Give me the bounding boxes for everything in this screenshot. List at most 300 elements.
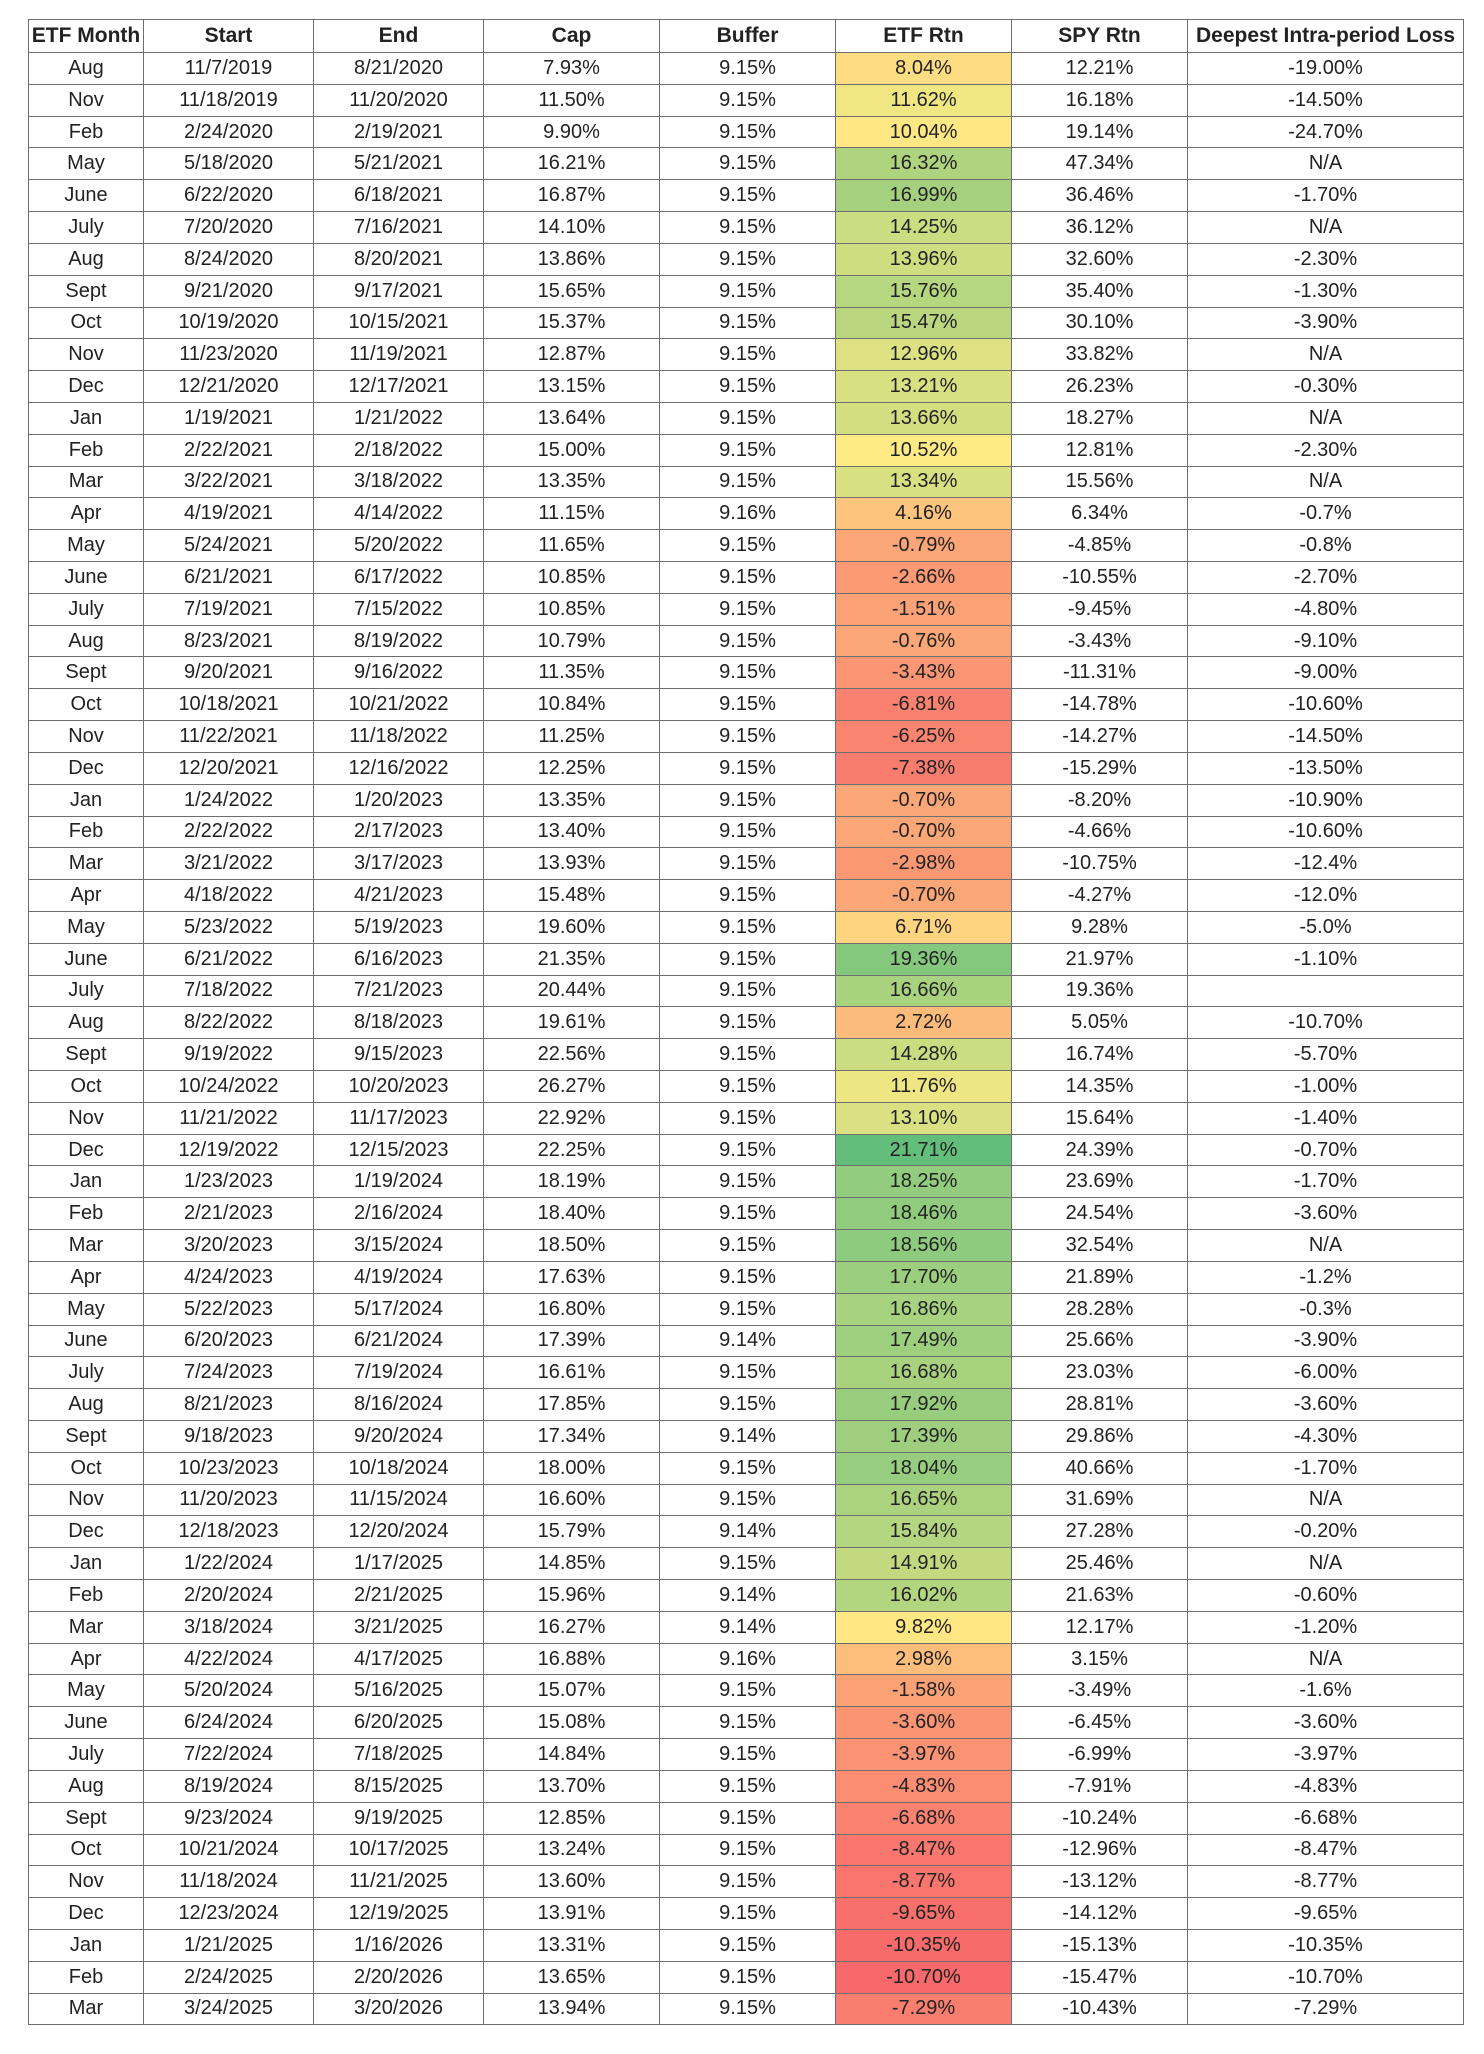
cell-etf-month: May (29, 148, 144, 180)
cell-etf-month: June (29, 562, 144, 594)
cell-end-date: 3/21/2025 (314, 1611, 484, 1643)
cell-etf-rtn: 10.04% (836, 116, 1012, 148)
cell-buffer: 9.15% (660, 1675, 836, 1707)
cell-end-date: 8/16/2024 (314, 1389, 484, 1421)
table-row (29, 1452, 1464, 1484)
cell-etf-month: July (29, 1357, 144, 1389)
cell-spy-rtn: -7.91% (1012, 1770, 1188, 1802)
cell-deepest-loss: -3.97% (1188, 1739, 1464, 1771)
cell-cap: 15.37% (484, 307, 660, 339)
cell-etf-rtn: -9.65% (836, 1898, 1012, 1930)
cell-etf-rtn: 14.91% (836, 1548, 1012, 1580)
cell-cap: 7.93% (484, 53, 660, 85)
cell-buffer: 9.15% (660, 1039, 836, 1071)
cell-etf-rtn: 11.76% (836, 1071, 1012, 1103)
cell-deepest-loss: -6.68% (1188, 1802, 1464, 1834)
cell-end-date: 7/16/2021 (314, 212, 484, 244)
cell-deepest-loss: -10.70% (1188, 1961, 1464, 1993)
cell-cap: 16.21% (484, 148, 660, 180)
cell-etf-rtn: 13.34% (836, 466, 1012, 498)
cell-end-date: 3/17/2023 (314, 848, 484, 880)
cell-start-date: 7/24/2023 (144, 1357, 314, 1389)
cell-start-date: 12/23/2024 (144, 1898, 314, 1930)
table-row (29, 1166, 1464, 1198)
cell-etf-rtn: 13.96% (836, 243, 1012, 275)
cell-start-date: 9/19/2022 (144, 1039, 314, 1071)
cell-start-date: 7/18/2022 (144, 975, 314, 1007)
cell-etf-month: July (29, 1739, 144, 1771)
cell-spy-rtn: 36.12% (1012, 212, 1188, 244)
cell-end-date: 10/17/2025 (314, 1834, 484, 1866)
cell-etf-month: Feb (29, 434, 144, 466)
cell-cap: 11.50% (484, 84, 660, 116)
cell-etf-month: Jan (29, 784, 144, 816)
cell-deepest-loss: -8.77% (1188, 1866, 1464, 1898)
cell-etf-rtn: -2.98% (836, 848, 1012, 880)
cell-cap: 13.15% (484, 371, 660, 403)
cell-buffer: 9.15% (660, 943, 836, 975)
cell-buffer: 9.15% (660, 880, 836, 912)
table-row (29, 625, 1464, 657)
cell-buffer: 9.15% (660, 1134, 836, 1166)
cell-buffer: 9.15% (660, 1834, 836, 1866)
cell-end-date: 4/19/2024 (314, 1261, 484, 1293)
cell-deepest-loss: N/A (1188, 339, 1464, 371)
cell-deepest-loss: N/A (1188, 1484, 1464, 1516)
table-row (29, 1707, 1464, 1739)
cell-cap: 11.25% (484, 721, 660, 753)
cell-end-date: 5/21/2021 (314, 148, 484, 180)
cell-deepest-loss: -10.35% (1188, 1929, 1464, 1961)
cell-etf-rtn: 16.86% (836, 1293, 1012, 1325)
cell-end-date: 12/15/2023 (314, 1134, 484, 1166)
cell-buffer: 9.15% (660, 1007, 836, 1039)
cell-etf-month: Sept (29, 1039, 144, 1071)
cell-end-date: 11/19/2021 (314, 339, 484, 371)
cell-cap: 15.65% (484, 275, 660, 307)
cell-end-date: 2/21/2025 (314, 1580, 484, 1612)
cell-cap: 15.07% (484, 1675, 660, 1707)
cell-etf-month: Feb (29, 1198, 144, 1230)
cell-spy-rtn: 24.39% (1012, 1134, 1188, 1166)
cell-buffer: 9.15% (660, 1389, 836, 1421)
cell-buffer: 9.15% (660, 1198, 836, 1230)
table-row (29, 402, 1464, 434)
cell-end-date: 6/18/2021 (314, 180, 484, 212)
cell-end-date: 8/18/2023 (314, 1007, 484, 1039)
cell-end-date: 12/20/2024 (314, 1516, 484, 1548)
cell-spy-rtn: 24.54% (1012, 1198, 1188, 1230)
cell-deepest-loss: -0.3% (1188, 1293, 1464, 1325)
cell-end-date: 12/17/2021 (314, 371, 484, 403)
cell-etf-month: Oct (29, 1071, 144, 1103)
cell-buffer: 9.15% (660, 434, 836, 466)
cell-start-date: 12/19/2022 (144, 1134, 314, 1166)
cell-end-date: 12/16/2022 (314, 752, 484, 784)
table-row (29, 752, 1464, 784)
cell-end-date: 7/19/2024 (314, 1357, 484, 1389)
cell-cap: 16.60% (484, 1484, 660, 1516)
cell-buffer: 9.14% (660, 1611, 836, 1643)
cell-buffer: 9.15% (660, 1484, 836, 1516)
cell-cap: 13.60% (484, 1866, 660, 1898)
cell-etf-rtn: 13.10% (836, 1102, 1012, 1134)
table-row (29, 1611, 1464, 1643)
cell-etf-rtn: -8.77% (836, 1866, 1012, 1898)
cell-start-date: 9/21/2020 (144, 275, 314, 307)
cell-cap: 16.27% (484, 1611, 660, 1643)
cell-start-date: 11/21/2022 (144, 1102, 314, 1134)
cell-deepest-loss: -19.00% (1188, 53, 1464, 85)
cell-etf-rtn: 17.39% (836, 1420, 1012, 1452)
cell-start-date: 1/19/2021 (144, 402, 314, 434)
cell-etf-month: Sept (29, 1420, 144, 1452)
cell-etf-rtn: -7.38% (836, 752, 1012, 784)
cell-etf-month: Dec (29, 1134, 144, 1166)
cell-end-date: 11/21/2025 (314, 1866, 484, 1898)
cell-buffer: 9.15% (660, 1898, 836, 1930)
cell-deepest-loss: -5.70% (1188, 1039, 1464, 1071)
cell-buffer: 9.15% (660, 1166, 836, 1198)
cell-etf-month: Nov (29, 339, 144, 371)
cell-end-date: 1/19/2024 (314, 1166, 484, 1198)
cell-etf-month: Sept (29, 275, 144, 307)
cell-etf-month: Mar (29, 1230, 144, 1262)
table-row (29, 1643, 1464, 1675)
cell-start-date: 1/24/2022 (144, 784, 314, 816)
cell-start-date: 10/23/2023 (144, 1452, 314, 1484)
cell-buffer: 9.15% (660, 911, 836, 943)
cell-start-date: 6/24/2024 (144, 1707, 314, 1739)
table-row (29, 784, 1464, 816)
cell-buffer: 9.15% (660, 307, 836, 339)
cell-etf-rtn: -10.70% (836, 1961, 1012, 1993)
cell-etf-rtn: -3.60% (836, 1707, 1012, 1739)
cell-deepest-loss: -10.60% (1188, 689, 1464, 721)
cell-etf-month: Feb (29, 1580, 144, 1612)
cell-buffer: 9.15% (660, 275, 836, 307)
cell-spy-rtn: -15.29% (1012, 752, 1188, 784)
cell-etf-month: June (29, 1325, 144, 1357)
cell-buffer: 9.15% (660, 625, 836, 657)
cell-cap: 21.35% (484, 943, 660, 975)
cell-etf-rtn: -6.81% (836, 689, 1012, 721)
table-row (29, 84, 1464, 116)
cell-buffer: 9.15% (660, 1071, 836, 1103)
cell-cap: 16.61% (484, 1357, 660, 1389)
cell-spy-rtn: -15.47% (1012, 1961, 1188, 1993)
cell-start-date: 2/24/2025 (144, 1961, 314, 1993)
header-end-date: End (314, 20, 484, 53)
cell-etf-month: Oct (29, 1834, 144, 1866)
cell-etf-month: Aug (29, 1770, 144, 1802)
cell-etf-month: Nov (29, 1866, 144, 1898)
cell-end-date: 6/16/2023 (314, 943, 484, 975)
cell-buffer: 9.15% (660, 1866, 836, 1898)
table-row (29, 1770, 1464, 1802)
cell-etf-month: Nov (29, 1484, 144, 1516)
table-row (29, 1357, 1464, 1389)
cell-start-date: 1/22/2024 (144, 1548, 314, 1580)
cell-etf-rtn: -1.51% (836, 593, 1012, 625)
cell-start-date: 3/24/2025 (144, 1993, 314, 2025)
cell-buffer: 9.15% (660, 84, 836, 116)
cell-start-date: 7/20/2020 (144, 212, 314, 244)
cell-etf-month: Nov (29, 1102, 144, 1134)
cell-cap: 16.88% (484, 1643, 660, 1675)
cell-start-date: 11/23/2020 (144, 339, 314, 371)
cell-buffer: 9.15% (660, 339, 836, 371)
cell-cap: 13.24% (484, 1834, 660, 1866)
cell-etf-rtn: 18.46% (836, 1198, 1012, 1230)
cell-deepest-loss: N/A (1188, 148, 1464, 180)
cell-deepest-loss: -14.50% (1188, 721, 1464, 753)
cell-buffer: 9.15% (660, 1802, 836, 1834)
cell-etf-rtn: 14.28% (836, 1039, 1012, 1071)
table-row (29, 148, 1464, 180)
cell-end-date: 8/19/2022 (314, 625, 484, 657)
cell-etf-rtn: 12.96% (836, 339, 1012, 371)
cell-buffer: 9.15% (660, 784, 836, 816)
cell-spy-rtn: 3.15% (1012, 1643, 1188, 1675)
cell-etf-rtn: 16.99% (836, 180, 1012, 212)
cell-start-date: 2/24/2020 (144, 116, 314, 148)
table-row (29, 975, 1464, 1007)
cell-etf-month: Dec (29, 1516, 144, 1548)
cell-etf-rtn: 6.71% (836, 911, 1012, 943)
cell-buffer: 9.15% (660, 180, 836, 212)
cell-etf-rtn: -0.79% (836, 530, 1012, 562)
cell-start-date: 4/18/2022 (144, 880, 314, 912)
cell-cap: 13.93% (484, 848, 660, 880)
cell-spy-rtn: -6.45% (1012, 1707, 1188, 1739)
cell-cap: 13.35% (484, 466, 660, 498)
table-row (29, 1866, 1464, 1898)
cell-start-date: 11/22/2021 (144, 721, 314, 753)
cell-etf-rtn: -1.58% (836, 1675, 1012, 1707)
cell-buffer: 9.15% (660, 1770, 836, 1802)
cell-buffer: 9.15% (660, 562, 836, 594)
cell-etf-rtn: 21.71% (836, 1134, 1012, 1166)
table-row (29, 1230, 1464, 1262)
cell-deepest-loss: -10.60% (1188, 816, 1464, 848)
cell-start-date: 11/18/2019 (144, 84, 314, 116)
cell-deepest-loss: -2.70% (1188, 562, 1464, 594)
cell-cap: 26.27% (484, 1071, 660, 1103)
cell-etf-rtn: 16.02% (836, 1580, 1012, 1612)
cell-cap: 15.48% (484, 880, 660, 912)
cell-deepest-loss: -1.10% (1188, 943, 1464, 975)
cell-deepest-loss: -0.8% (1188, 530, 1464, 562)
header-etf-month: ETF Month (29, 20, 144, 53)
table-row (29, 1516, 1464, 1548)
cell-cap: 13.94% (484, 1993, 660, 2025)
cell-etf-month: Feb (29, 116, 144, 148)
cell-cap: 9.90% (484, 116, 660, 148)
cell-buffer: 9.15% (660, 1261, 836, 1293)
cell-etf-month: June (29, 943, 144, 975)
table-row (29, 371, 1464, 403)
header-etf-rtn: ETF Rtn (836, 20, 1012, 53)
cell-spy-rtn: 30.10% (1012, 307, 1188, 339)
cell-buffer: 9.15% (660, 721, 836, 753)
cell-cap: 19.61% (484, 1007, 660, 1039)
cell-end-date: 2/18/2022 (314, 434, 484, 466)
cell-end-date: 4/21/2023 (314, 880, 484, 912)
cell-start-date: 6/21/2022 (144, 943, 314, 975)
cell-spy-rtn: -10.24% (1012, 1802, 1188, 1834)
cell-end-date: 9/16/2022 (314, 657, 484, 689)
cell-buffer: 9.15% (660, 1961, 836, 1993)
cell-deepest-loss: -9.00% (1188, 657, 1464, 689)
cell-deepest-loss: -4.80% (1188, 593, 1464, 625)
cell-start-date: 8/21/2023 (144, 1389, 314, 1421)
cell-cap: 12.85% (484, 1802, 660, 1834)
cell-start-date: 2/22/2022 (144, 816, 314, 848)
cell-buffer: 9.15% (660, 1357, 836, 1389)
cell-deepest-loss: -3.60% (1188, 1198, 1464, 1230)
cell-start-date: 9/23/2024 (144, 1802, 314, 1834)
cell-cap: 15.79% (484, 1516, 660, 1548)
cell-buffer: 9.14% (660, 1516, 836, 1548)
table-row (29, 689, 1464, 721)
cell-deepest-loss: N/A (1188, 1230, 1464, 1262)
cell-start-date: 12/20/2021 (144, 752, 314, 784)
cell-etf-rtn: 16.68% (836, 1357, 1012, 1389)
cell-buffer: 9.16% (660, 1643, 836, 1675)
cell-etf-rtn: 15.47% (836, 307, 1012, 339)
cell-etf-month: Aug (29, 53, 144, 85)
table-row (29, 1134, 1464, 1166)
cell-spy-rtn: 27.28% (1012, 1516, 1188, 1548)
table-row (29, 657, 1464, 689)
cell-etf-month: June (29, 180, 144, 212)
cell-spy-rtn: 16.18% (1012, 84, 1188, 116)
cell-deepest-loss: N/A (1188, 402, 1464, 434)
cell-spy-rtn: 15.64% (1012, 1102, 1188, 1134)
cell-spy-rtn: 12.17% (1012, 1611, 1188, 1643)
cell-etf-month: Feb (29, 1961, 144, 1993)
cell-spy-rtn: -4.27% (1012, 880, 1188, 912)
cell-start-date: 5/24/2021 (144, 530, 314, 562)
cell-spy-rtn: -4.66% (1012, 816, 1188, 848)
cell-etf-rtn: -2.66% (836, 562, 1012, 594)
cell-start-date: 6/20/2023 (144, 1325, 314, 1357)
cell-deepest-loss: -0.20% (1188, 1516, 1464, 1548)
cell-cap: 10.79% (484, 625, 660, 657)
cell-start-date: 3/18/2024 (144, 1611, 314, 1643)
cell-spy-rtn: -4.85% (1012, 530, 1188, 562)
table-row (29, 1325, 1464, 1357)
cell-start-date: 7/22/2024 (144, 1739, 314, 1771)
cell-end-date: 6/21/2024 (314, 1325, 484, 1357)
cell-cap: 20.44% (484, 975, 660, 1007)
cell-buffer: 9.15% (660, 975, 836, 1007)
cell-spy-rtn: -8.20% (1012, 784, 1188, 816)
cell-buffer: 9.15% (660, 657, 836, 689)
cell-spy-rtn: -3.43% (1012, 625, 1188, 657)
cell-cap: 15.96% (484, 1580, 660, 1612)
cell-start-date: 9/18/2023 (144, 1420, 314, 1452)
cell-etf-month: Mar (29, 466, 144, 498)
cell-cap: 10.85% (484, 562, 660, 594)
cell-spy-rtn: -10.55% (1012, 562, 1188, 594)
cell-spy-rtn: 18.27% (1012, 402, 1188, 434)
cell-deepest-loss: -9.65% (1188, 1898, 1464, 1930)
cell-start-date: 5/20/2024 (144, 1675, 314, 1707)
table-row (29, 1420, 1464, 1452)
cell-spy-rtn: 12.81% (1012, 434, 1188, 466)
cell-buffer: 9.15% (660, 371, 836, 403)
cell-etf-rtn: 2.98% (836, 1643, 1012, 1675)
cell-spy-rtn: 5.05% (1012, 1007, 1188, 1039)
cell-start-date: 6/22/2020 (144, 180, 314, 212)
cell-start-date: 8/23/2021 (144, 625, 314, 657)
cell-etf-month: Dec (29, 752, 144, 784)
cell-etf-month: Sept (29, 1802, 144, 1834)
cell-etf-rtn: 11.62% (836, 84, 1012, 116)
cell-spy-rtn: 25.66% (1012, 1325, 1188, 1357)
cell-deepest-loss: N/A (1188, 1548, 1464, 1580)
cell-etf-rtn: 2.72% (836, 1007, 1012, 1039)
cell-start-date: 11/7/2019 (144, 53, 314, 85)
cell-deepest-loss: -0.70% (1188, 1134, 1464, 1166)
cell-deepest-loss: -1.6% (1188, 1675, 1464, 1707)
cell-buffer: 9.15% (660, 752, 836, 784)
cell-end-date: 5/19/2023 (314, 911, 484, 943)
cell-etf-month: Apr (29, 498, 144, 530)
cell-etf-month: Nov (29, 84, 144, 116)
cell-spy-rtn: 19.36% (1012, 975, 1188, 1007)
cell-start-date: 5/18/2020 (144, 148, 314, 180)
cell-spy-rtn: 28.81% (1012, 1389, 1188, 1421)
cell-deepest-loss: -13.50% (1188, 752, 1464, 784)
table-row (29, 116, 1464, 148)
cell-end-date: 9/15/2023 (314, 1039, 484, 1071)
cell-start-date: 10/18/2021 (144, 689, 314, 721)
cell-etf-month: Aug (29, 625, 144, 657)
cell-end-date: 8/15/2025 (314, 1770, 484, 1802)
table-row (29, 1834, 1464, 1866)
cell-end-date: 3/20/2026 (314, 1993, 484, 2025)
cell-deepest-loss: -3.60% (1188, 1707, 1464, 1739)
cell-end-date: 11/17/2023 (314, 1102, 484, 1134)
cell-end-date: 10/20/2023 (314, 1071, 484, 1103)
table-row (29, 1802, 1464, 1834)
cell-deepest-loss: -14.50% (1188, 84, 1464, 116)
cell-spy-rtn: -10.75% (1012, 848, 1188, 880)
cell-deepest-loss: -12.4% (1188, 848, 1464, 880)
cell-deepest-loss: -1.00% (1188, 1071, 1464, 1103)
cell-deepest-loss: N/A (1188, 212, 1464, 244)
cell-cap: 10.84% (484, 689, 660, 721)
cell-cap: 18.40% (484, 1198, 660, 1230)
cell-spy-rtn: 19.14% (1012, 116, 1188, 148)
table-row (29, 339, 1464, 371)
cell-spy-rtn: 36.46% (1012, 180, 1188, 212)
cell-deepest-loss: -10.70% (1188, 1007, 1464, 1039)
cell-spy-rtn: 47.34% (1012, 148, 1188, 180)
cell-cap: 16.80% (484, 1293, 660, 1325)
cell-cap: 19.60% (484, 911, 660, 943)
cell-etf-rtn: 4.16% (836, 498, 1012, 530)
cell-spy-rtn: -14.12% (1012, 1898, 1188, 1930)
cell-start-date: 8/24/2020 (144, 243, 314, 275)
cell-buffer: 9.15% (660, 148, 836, 180)
cell-spy-rtn: 25.46% (1012, 1548, 1188, 1580)
cell-buffer: 9.15% (660, 1707, 836, 1739)
cell-deepest-loss: -0.30% (1188, 371, 1464, 403)
